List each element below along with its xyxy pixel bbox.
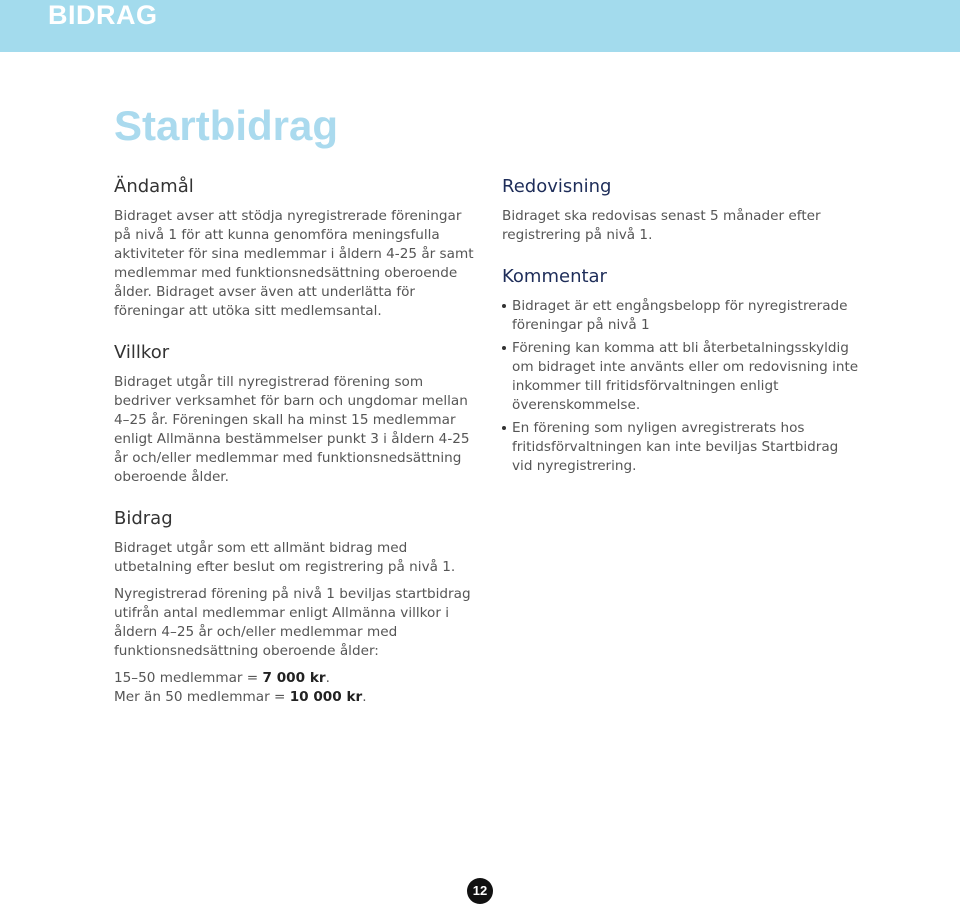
list-item: Förening kan komma att bli återbetalningsskyldig om bidraget inte använts eller om redovisning inte inkommer till fritidsförvaltningen enligt överenskommelse.: [502, 339, 862, 415]
heading-villkor: Villkor: [114, 342, 170, 363]
tier-2-amount: 10 000 kr: [289, 689, 363, 705]
tier-1-period: .: [325, 670, 330, 686]
tier-2-period: .: [362, 689, 367, 705]
list-item: Bidraget är ett engångsbelopp för nyregistrerade föreningar på nivå 1: [502, 297, 862, 335]
tier-2-label: Mer än 50 medlemmar =: [114, 689, 290, 705]
tier-1-label: 15–50 medlemmar =: [114, 670, 263, 686]
tier-1-amount: 7 000 kr: [262, 670, 326, 686]
heading-bidrag: Bidrag: [114, 508, 173, 529]
section-title: BIDRAG: [48, 0, 158, 30]
left-column: [114, 175, 474, 707]
paragraph-redovisning: Bidraget ska redovisas senast 5 månader efter registrering på nivå 1.: [502, 208, 821, 243]
page-title: Startbidrag: [114, 102, 339, 149]
paragraph-villkor: Bidraget utgår till nyregistrerad förening som bedriver verksamhet för barn och ungdomar mellan 4–25 år. Föreningen skall ha minst 15 medlemmar enligt Allmänna bestämmelser punkt 3 i åldern 4-25 år och/eller medlemmar med funktionsnedsättning oberoende ålder.: [114, 374, 470, 485]
tier-line-1: [114, 669, 474, 688]
paragraph-bidrag-1: Bidraget utgår som ett allmänt bidrag med utbetalning efter beslut om registrering på nivå 1.: [114, 540, 456, 575]
list-item: En förening som nyligen avregistrerats hos fritidsförvaltningen kan inte beviljas Startbidrag vid nyregistrering.: [502, 419, 862, 476]
paragraph-andamal: Bidraget avser att stödja nyregistrerade föreningar på nivå 1 för att kunna genomföra meningsfulla aktiviteter för sina medlemmar i åldern 4-25 år samt medlemmar med funktionsnedsättning oberoende ålder. Bidraget avser även att underlätta för föreningar att utöka sitt medlemsantal.: [114, 208, 474, 319]
paragraph-bidrag-2: Nyregistrerad förening på nivå 1 beviljas startbidrag utifrån antal medlemmar enligt Allmänna villkor i åldern 4–25 år och/eller medlemmar med funktionsnedsättning oberoende ålder:: [114, 586, 471, 659]
heading-andamal: Ändamål: [114, 176, 194, 197]
heading-redovisning: Redovisning: [502, 176, 612, 197]
header-bar: [0, 0, 960, 52]
right-column: [502, 175, 862, 480]
heading-kommentar: Kommentar: [502, 266, 607, 287]
tier-line-2: [114, 688, 474, 707]
kommentar-list: [502, 297, 862, 476]
page-number-badge: 12: [467, 878, 493, 904]
